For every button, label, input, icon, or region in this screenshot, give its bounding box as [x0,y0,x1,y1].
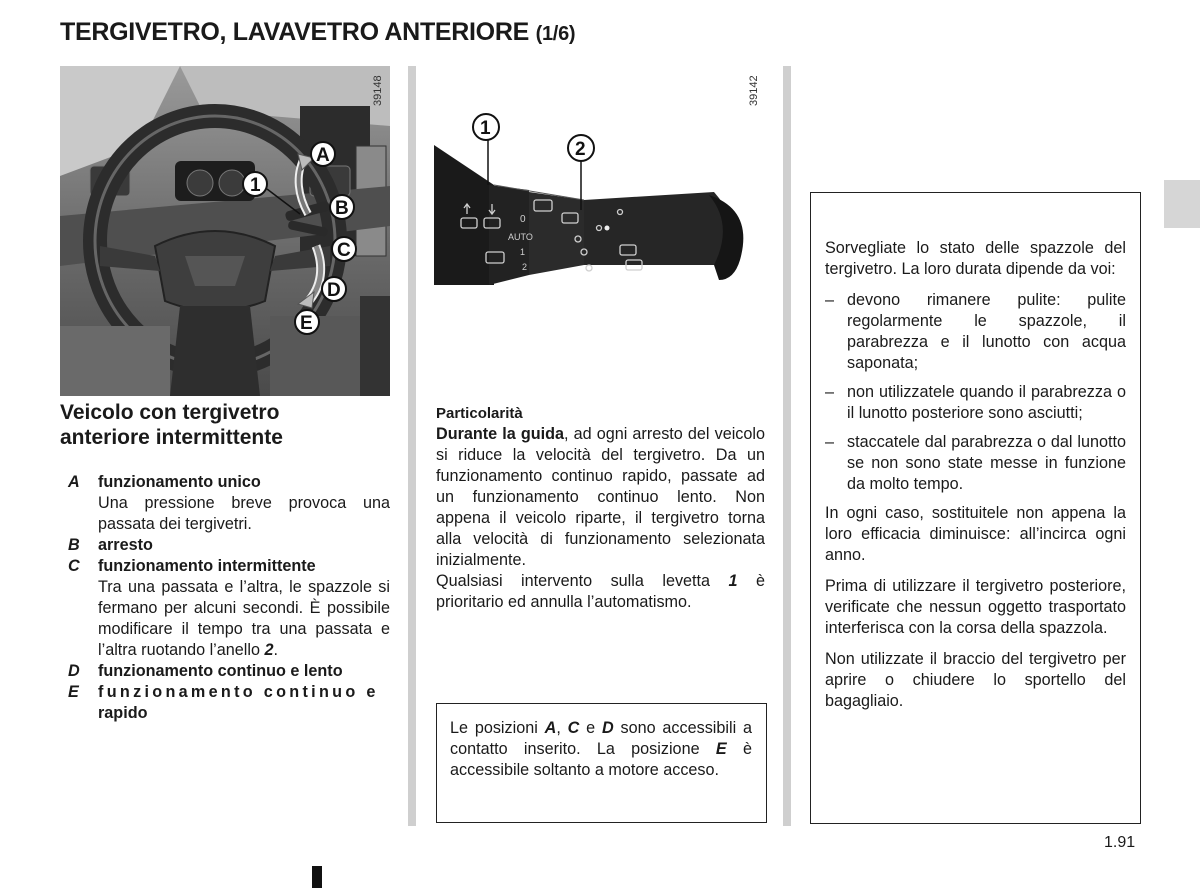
section-title-line1: Veicolo con tergivetro [60,401,280,424]
legend-item-d [68,661,390,682]
stalk-label-2: 2 [522,262,528,272]
bullet-text: devono rimanere pulite: pulite regolarmente le spazzole, il parabrezza e il lunotto con acqua saponata; [847,291,1126,372]
bullet-dash: – [825,291,835,309]
figure-number-middle: 39142 [748,75,760,106]
dashboard-illustration [60,66,390,396]
bullet-text: staccatele dal parabrezza o dal lunotto se non sono state messe in funzione da molto tempo. [847,433,1126,493]
bullet-dash: – [825,433,835,451]
legend-label: funzionamento intermittente [98,557,316,575]
page-title-main: TERGIVETRO, LAVAVETRO ANTERIORE [60,18,529,46]
chapter-tab [1164,180,1200,228]
svg-text:C: C [337,240,351,261]
svg-text:2: 2 [575,139,586,160]
note-seg: è accessibile soltanto a motore acceso. [450,740,752,779]
legend-label: funzionamento continuo e [98,683,379,701]
svg-text:A: A [316,145,330,166]
particolarita-note-b: è prioritario ed annulla l’automatismo. [436,572,765,611]
legend-item-a [68,472,390,493]
legend-item-e [68,682,390,703]
particolarita-text: , ad ogni arresto del veicolo si riduce la velocità del tergivetro. Da un funzionamento continuo rapido, passate ad un funzionamento continuo lento. Non appena il veicolo riparte, il tergivetro torna alla velocità di funzionamento selezionata inizialmente. [436,425,765,569]
dashboard-figure [60,66,390,396]
bullet-item [825,382,1126,424]
figure-number-left: 39148 [372,75,384,106]
stalk-label-1: 1 [520,247,526,257]
stalk-label-auto: AUTO [508,232,533,242]
note-seg: sono accessibili a contatto inserito. La posizione [450,719,752,758]
pos-e-ref: E [715,740,727,758]
callout-1 [243,172,267,196]
legend-desc-a: Una pressione breve provoca una passata dei tergivetri. [98,494,390,533]
legend-item-b [68,535,390,556]
particolarita-lead: Durante la guida [436,425,565,443]
particolarita-heading: Particolarità [436,405,523,422]
crop-mark [312,866,322,888]
note-seg: Le posizioni [450,719,545,737]
stalk-figure [434,100,768,290]
warning-bullets [825,290,1126,495]
callout-d [322,277,346,301]
warning-box [810,192,1141,824]
note-box [436,703,767,823]
legend-letter: D [68,662,80,680]
pos-a-ref: A [544,719,557,737]
stalk-callout-2 [568,135,594,161]
svg-text:B: B [335,198,349,219]
warning-para-3: Non utilizzate il braccio del tergivetro per aprire o chiudere lo sportello del bagagliaio. [825,650,1126,710]
bullet-dash: – [825,383,835,401]
legend-label-cont: rapido [98,704,148,722]
legend-list [68,472,390,724]
callout-a [311,142,335,166]
legend-letter: B [68,536,80,554]
legend-desc-c [68,577,390,661]
column-rule-right [783,66,791,826]
particolarita-block [436,403,765,613]
svg-text:E: E [300,313,313,334]
bullet-item [825,290,1126,374]
callout-c [332,237,356,261]
particolarita-body [436,424,765,571]
warning-para-2: Prima di utilizzare il tergivetro posteriore, verificate che nessun oggetto trasportato interferisca con la corsa della spazzola. [825,577,1126,637]
legend-label: funzionamento unico [98,473,261,491]
page-title [60,18,575,47]
note-seg: e [579,719,602,737]
legend-letter: C [68,557,80,575]
note-seg: , [556,719,568,737]
stalk-label-0: 0 [520,214,526,225]
svg-text:D: D [327,280,341,301]
stalk-callout-1 [473,114,499,140]
lever-ref: 1 [728,572,738,590]
warning-para-1: In ogni caso, sostituitele non appena la loro efficacia diminuisce: all’incirca ogni anno. [825,504,1126,564]
particolarita-note [436,571,765,613]
svg-text:1: 1 [250,175,261,196]
note-text [450,718,752,781]
wiper-stalk-illustration [434,100,768,290]
legend-letter: A [68,473,80,491]
svg-text:1: 1 [480,118,491,139]
legend-item-c [68,556,390,577]
bullet-item [825,432,1126,495]
section-title [60,400,390,450]
legend-letter: E [68,683,79,701]
section-title-line2: anteriore intermittente [60,426,283,449]
pos-d-ref: D [601,719,614,737]
bullet-text: non utilizzatele quando il parabrezza o il lunotto posteriore sono asciutti; [847,383,1126,422]
callout-b [330,195,354,219]
pos-c-ref: C [567,719,580,737]
page-number: 1.91 [1104,834,1136,851]
legend-desc-text: Tra una passata e l’altra, le spazzole si fermano per alcuni secondi. È possibile modificare il tempo tra una passata e l’altra ruotando l’anello [98,578,390,659]
legend-label: arresto [98,536,153,554]
legend-desc-end: . [273,641,278,659]
particolarita-note-a: Qualsiasi intervento sulla levetta [436,572,729,590]
column-rule-left [408,66,416,826]
page-title-suffix: (1/6) [535,23,576,45]
callout-e [295,310,319,334]
warning-intro: Sorvegliate lo stato delle spazzole del tergivetro. La loro durata dipende da voi: [825,239,1126,278]
legend-label: funzionamento continuo e lento [98,662,343,680]
ring-ref: 2 [264,641,274,659]
